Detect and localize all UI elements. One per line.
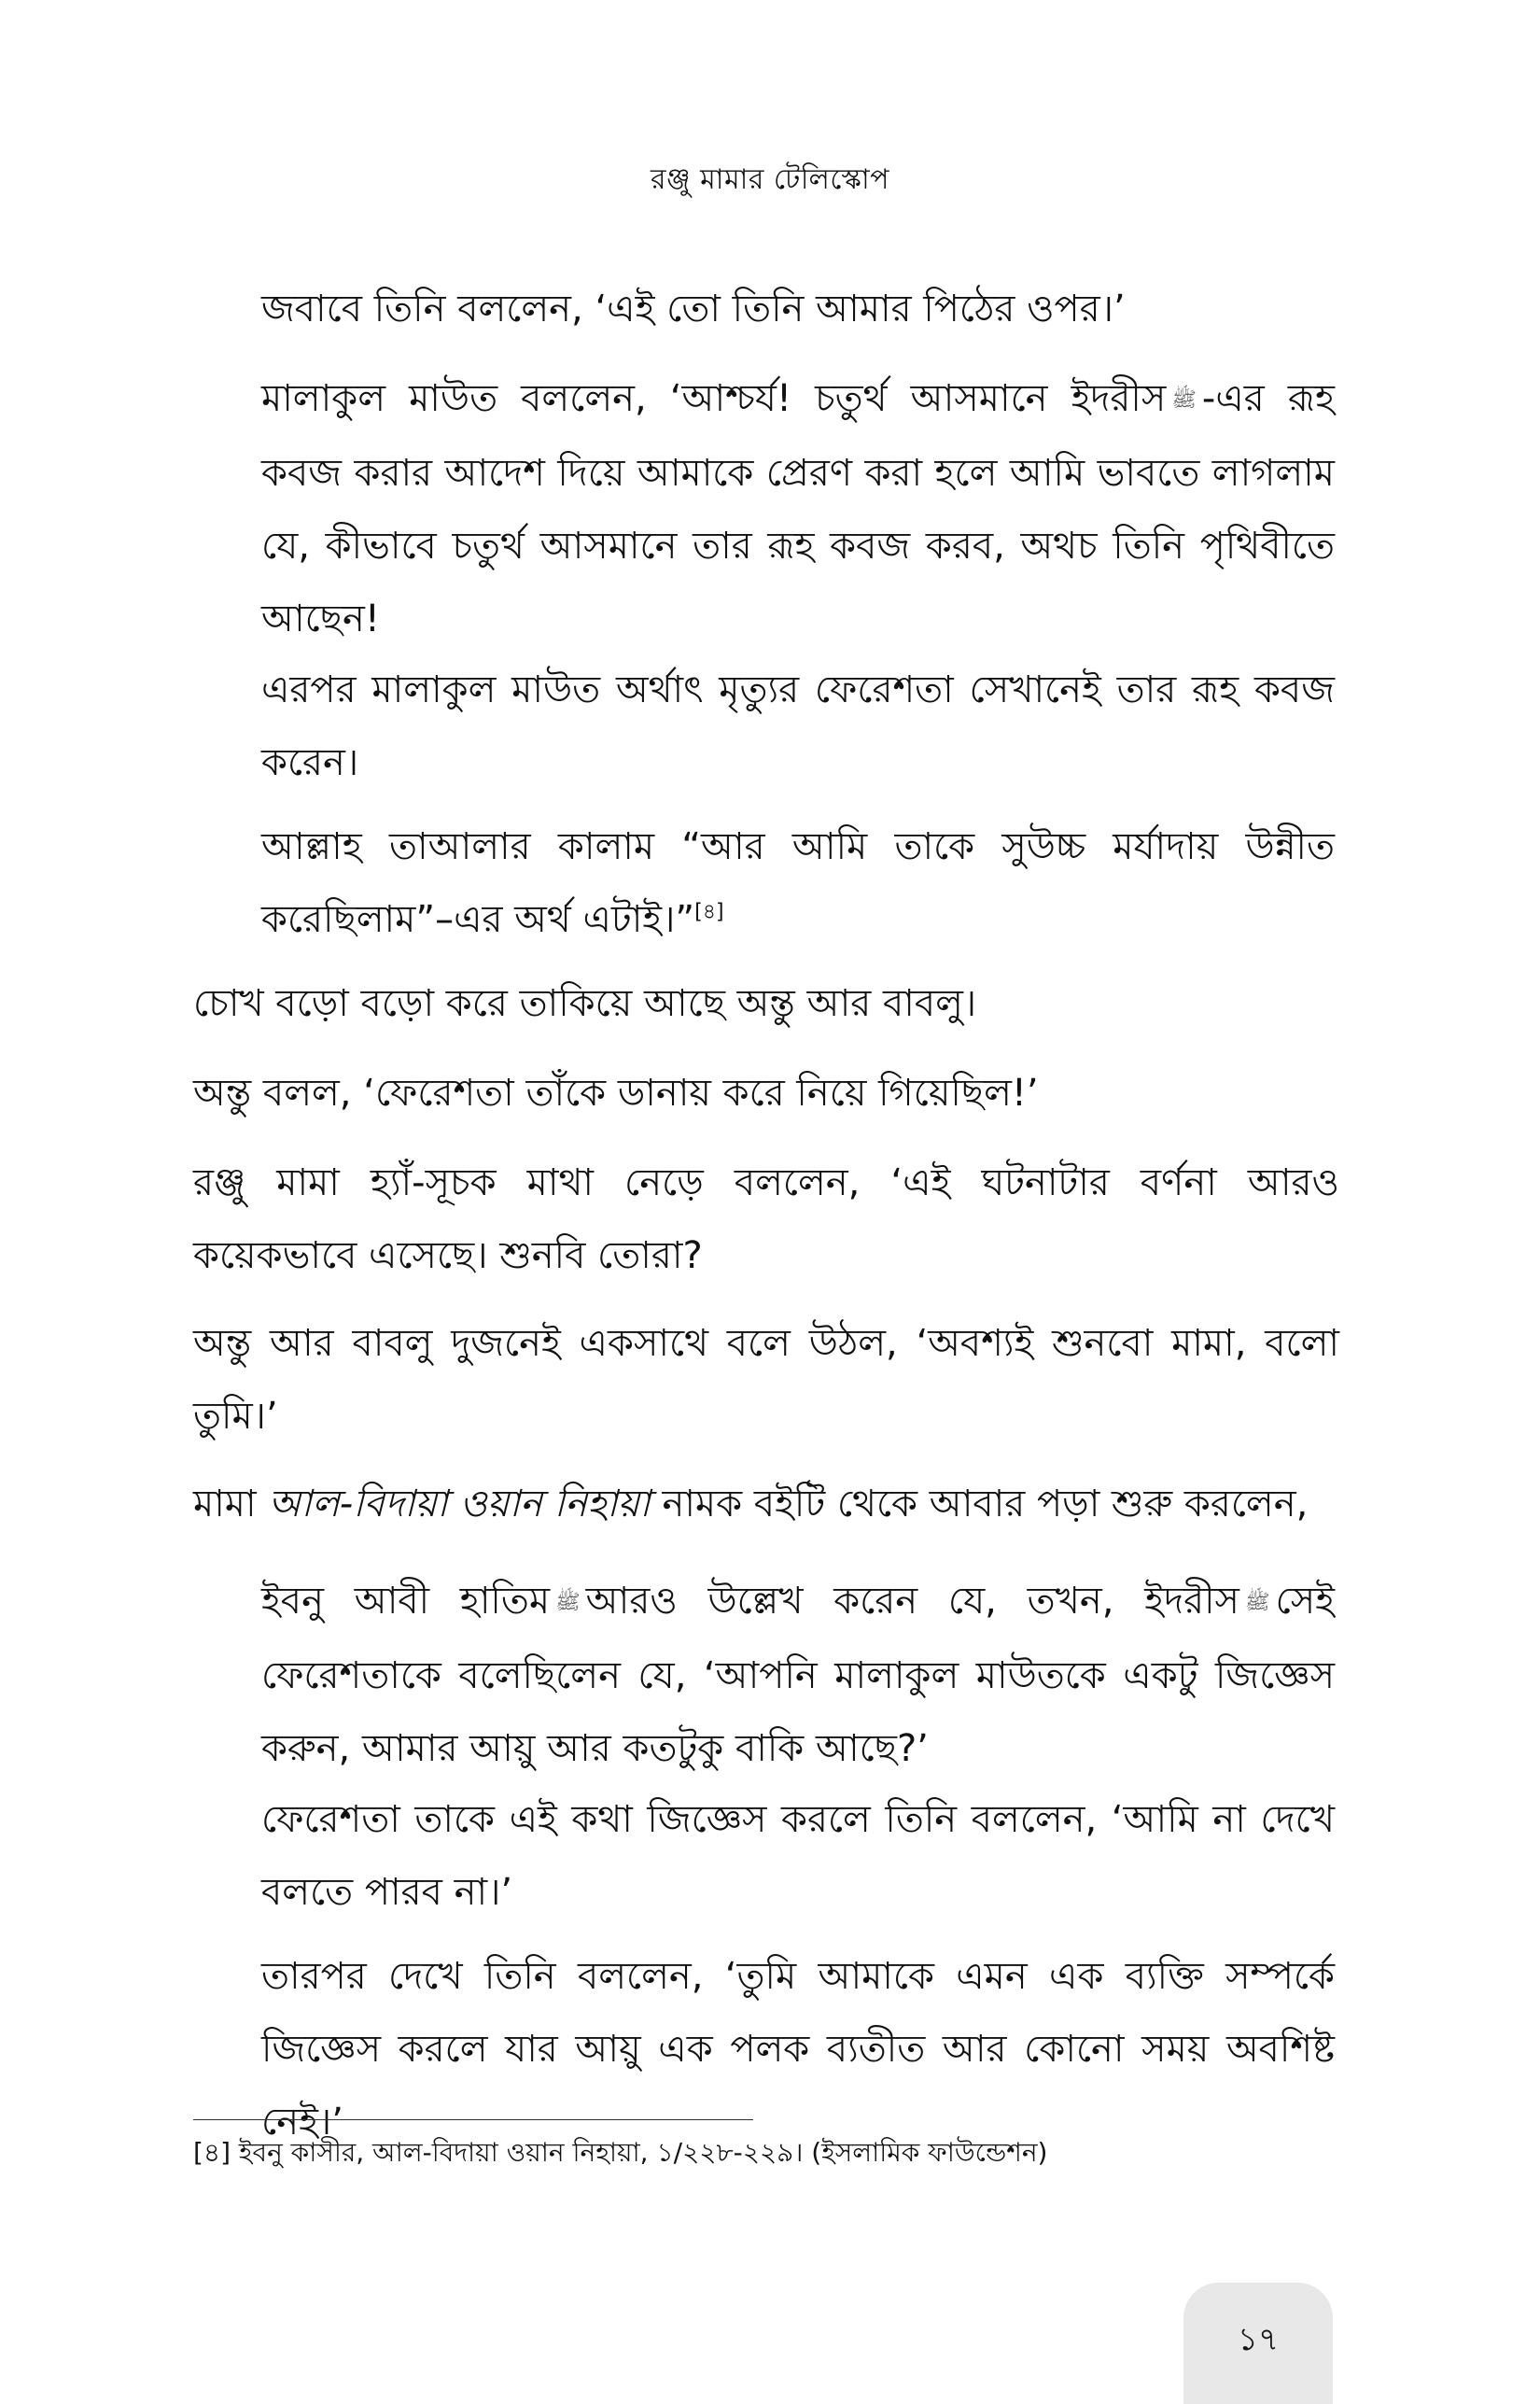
body-paragraph-7 bbox=[193, 1146, 1339, 1292]
quote-paragraph-10 bbox=[261, 1565, 1335, 1785]
paragraph-text: ফেরেশতা তাকে এই কথা জিজ্ঞেস করলে তিনি বললেন, ‘আমি না দেখে বলতে পারব না।’ bbox=[261, 1798, 1335, 1914]
body-paragraph-8 bbox=[193, 1307, 1339, 1453]
paragraph-text: চোখ বড়ো বড়ো করে তাকিয়ে আছে অন্তু আর বাবলু। bbox=[193, 982, 977, 1025]
quote-paragraph-3 bbox=[261, 654, 1335, 799]
paragraph-text: মালাকুল মাউত বললেন, ‘আশ্চর্য! চতুর্থ আসমানে ইদরীস bbox=[261, 377, 1167, 420]
paragraph-text: অন্তু আর বাবলু দুজনেই একসাথে বলে উঠল, ‘অবশ্যই শুনবো মামা, বলো তুমি।’ bbox=[193, 1322, 1339, 1438]
body-paragraph-6 bbox=[193, 1057, 1339, 1130]
paragraph-text: ইবনু আবী হাতিম bbox=[261, 1580, 551, 1623]
paragraph-text: সেই ফেরেশতাকে বলেছিলেন যে, ‘আপনি মালাকুল মাউতকে একটু জিজ্ঞেস করুন, আমার আয়ু আর কতটুকু বাকি আছে?’ bbox=[261, 1580, 1335, 1770]
honorific-symbol: ﷺ bbox=[1244, 1591, 1270, 1614]
quote-paragraph-11 bbox=[261, 1783, 1335, 1929]
paragraph-text: আরও উল্লেখ করেন যে, তখন, ইদরীস bbox=[585, 1580, 1239, 1623]
quote-paragraph-1 bbox=[261, 273, 1335, 345]
book-title: আল-বিদায়া ওয়ান নিহায়া bbox=[268, 1483, 651, 1525]
paragraph-text: মামা bbox=[193, 1483, 269, 1525]
footnote-reference[interactable]: [৪] bbox=[694, 900, 724, 924]
paragraph-text: রঞ্জু মামা হ্যাঁ-সূচক মাথা নেড়ে বললেন, ‘এই ঘটনাটার বর্ণনা আরও কয়েকভাবে এসেছে। শুনবি তোরা? bbox=[193, 1161, 1339, 1277]
quote-paragraph-2 bbox=[261, 362, 1335, 655]
paragraph-text: আল্লাহ তাআলার কালাম “আর আমি তাকে সুউচ্চ মর্যাদায় উন্নীত করেছিলাম”–এর অর্থ এটাই।” bbox=[261, 825, 1335, 941]
paragraph-text: -এর রূহ কবজ করার আদেশ দিয়ে আমাকে প্রেরণ করা হলে আমি ভাবতে লাগলাম যে, কীভাবে চতুর্থ আসমানে তার রূহ কবজ করব, অথচ তিনি পৃথিবীতে আছেন! bbox=[261, 377, 1335, 640]
body-paragraph-9 bbox=[193, 1468, 1339, 1540]
footnote-divider bbox=[193, 2119, 753, 2120]
body-paragraph-5 bbox=[193, 967, 1339, 1040]
honorific-symbol: ﷺ bbox=[1171, 388, 1197, 412]
footnote: [৪] ইবনু কাসীর, আল-বিদায়া ওয়ান নিহায়া, ১/২২৮-২২৯। (ইসলামিক ফাউন্ডেশন) bbox=[193, 2137, 1048, 2168]
running-header: রঞ্জু মামার টেলিস্কোপ bbox=[650, 163, 890, 196]
paragraph-text: জবাবে তিনি বললেন, ‘এই তো তিনি আমার পিঠের ওপর।’ bbox=[261, 288, 1126, 330]
page-number: ১৭ bbox=[1237, 2321, 1280, 2358]
paragraph-text: অন্তু বলল, ‘ফেরেশতা তাঁকে ডানায় করে নিয়ে গিয়েছিল!’ bbox=[193, 1072, 1039, 1115]
honorific-symbol: ﷺ bbox=[555, 1591, 581, 1614]
paragraph-text: এরপর মালাকুল মাউত অর্থাৎ মৃত্যুর ফেরেশতা সেখানেই তার রূহ কবজ করেন। bbox=[261, 668, 1335, 784]
quote-paragraph-4 bbox=[261, 810, 1335, 956]
quote-paragraph-12 bbox=[261, 1940, 1335, 2158]
paragraph-text: নামক বইটি থেকে আবার পড়া শুরু করলেন, bbox=[650, 1483, 1309, 1525]
paragraph-text: তারপর দেখে তিনি বললেন, ‘তুমি আমাকে এমন এক ব্যক্তি সম্পর্কে জিজ্ঞেস করলে যার আয়ু এক পলক ব্যতীত আর কোনো সময় অবশিষ্ট নেই।’ bbox=[261, 1955, 1335, 2144]
